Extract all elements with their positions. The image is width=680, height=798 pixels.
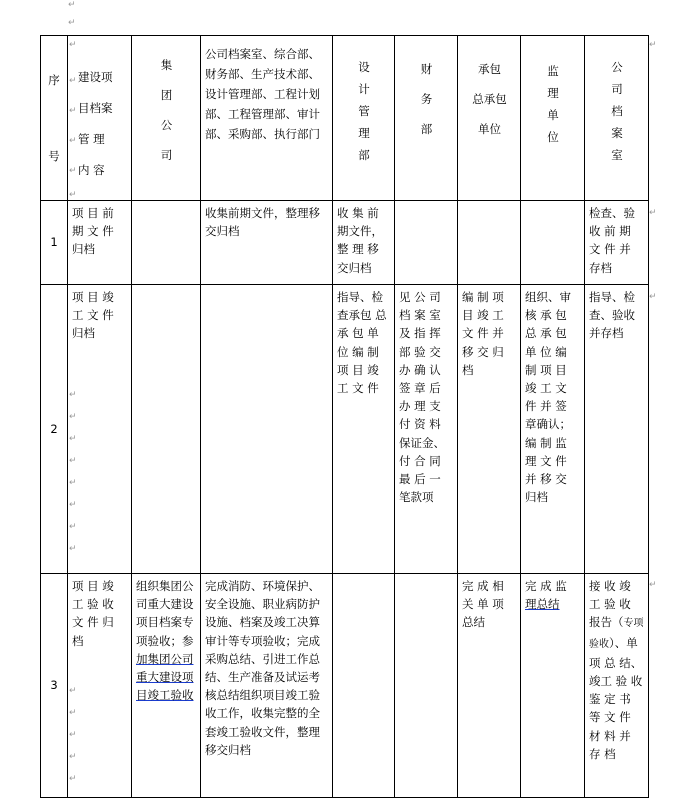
row-archive: 接 收 竣 工 验 收 报告（专项验收）、单 项 总 结、竣工 验 收 鉴 定 书 等 文 件 材 料 并 存 档 bbox=[585, 574, 649, 798]
paragraph-mark: ↵ bbox=[649, 208, 657, 218]
table-row bbox=[41, 285, 649, 574]
row-archive: 指导、检查、验收并存档 bbox=[585, 285, 649, 574]
row-contractor: 编 制 项 目 竣 工 文 件 并 移 交 归 档 bbox=[458, 285, 521, 574]
header-supervision: 监 理 单 位 bbox=[521, 36, 585, 201]
row-supervision: 组织、审核 承 包 总 承 包 单 位 编 制 项 目 竣 工 文 件 并 签 章确认；编 制 监 理 文 件 并 移 交 归档 bbox=[521, 285, 585, 574]
header-depts: 公司档案室、综合部、财务部、生产技术部、设计管理部、工程计划部、工程管理部、审计部、采购部、执行部门 bbox=[201, 36, 333, 201]
row-finance bbox=[395, 574, 458, 798]
paragraph-mark: ↵ bbox=[649, 40, 657, 50]
paragraph-mark: ↵ bbox=[68, 18, 76, 28]
row-design: 收 集 前 期文件，整 理 移 交归档 bbox=[333, 201, 395, 285]
row-supervision: 完 成 监 理总结 bbox=[521, 574, 585, 798]
row-group: 组织集团公司重大建设项目档案专项验收；参加集团公司重大建设项目竣工验收 bbox=[132, 574, 201, 798]
row-finance bbox=[395, 201, 458, 285]
row-item: 项 目 前 期 文 件 归档 bbox=[68, 201, 132, 285]
header-archive: 公 司 档 案 室 bbox=[585, 36, 649, 201]
header-group: 集 团 公 司 bbox=[132, 36, 201, 201]
row-design: 指导、检查承包 总 承 包 单 位 编 制 项 目 竣 工 文 件 bbox=[333, 285, 395, 574]
row-finance: 见 公 司 档 案 室 及 指 挥 部 验 交 办 确 认 签 章 后 办 理 支 付 资 料 保证金、付 合 同 最 后 一 笔款项 bbox=[395, 285, 458, 574]
row-depts: 完成消防、环境保护、安全设施、职业病防护设施、档案及竣工决算审计等专项验收；完成采购总结、引进工作总结、生产准备及试运考核总结组织项目竣工验收工作，收集完整的全套竣工验收文件，整理移交归档 bbox=[201, 574, 333, 798]
row-contractor: 完 成 相 关 单 项 总结 bbox=[458, 574, 521, 798]
row-archive: 检查、验 收 前 期 文 件 并 存档 bbox=[585, 201, 649, 285]
row-design bbox=[333, 574, 395, 798]
row-depts: 收集前期文件，整理移交归档 bbox=[201, 201, 333, 285]
row-number: 2 bbox=[41, 285, 68, 574]
header-contractor: 承包 总承包 单位 bbox=[458, 36, 521, 201]
header-seq: 序 号 bbox=[41, 36, 68, 201]
row-contractor bbox=[458, 201, 521, 285]
row-depts bbox=[201, 285, 333, 574]
row-group bbox=[132, 201, 201, 285]
header-item: 建设项 目档案 管 理 内 容 bbox=[68, 36, 132, 201]
header-design: 设 计 管 理 部 bbox=[333, 36, 395, 201]
row-group bbox=[132, 285, 201, 574]
paragraph-mark: ↵ bbox=[68, 0, 76, 10]
archive-responsibility-table bbox=[40, 35, 649, 798]
row-supervision bbox=[521, 201, 585, 285]
paragraph-mark: ↵ bbox=[649, 580, 657, 590]
paragraph-mark: ↵ bbox=[649, 292, 657, 302]
row-number: 1 bbox=[41, 201, 68, 285]
header-finance: 财 务 部 bbox=[395, 36, 458, 201]
row-number: 3 bbox=[41, 574, 68, 798]
table-row bbox=[41, 201, 649, 285]
row-item: 项 目 竣 工 文 件 归档 bbox=[68, 285, 132, 574]
row-item: 项 目 竣 工 验 收 文 件 归 档 bbox=[68, 574, 132, 798]
table-header-row bbox=[41, 36, 649, 201]
table-row bbox=[41, 574, 649, 798]
